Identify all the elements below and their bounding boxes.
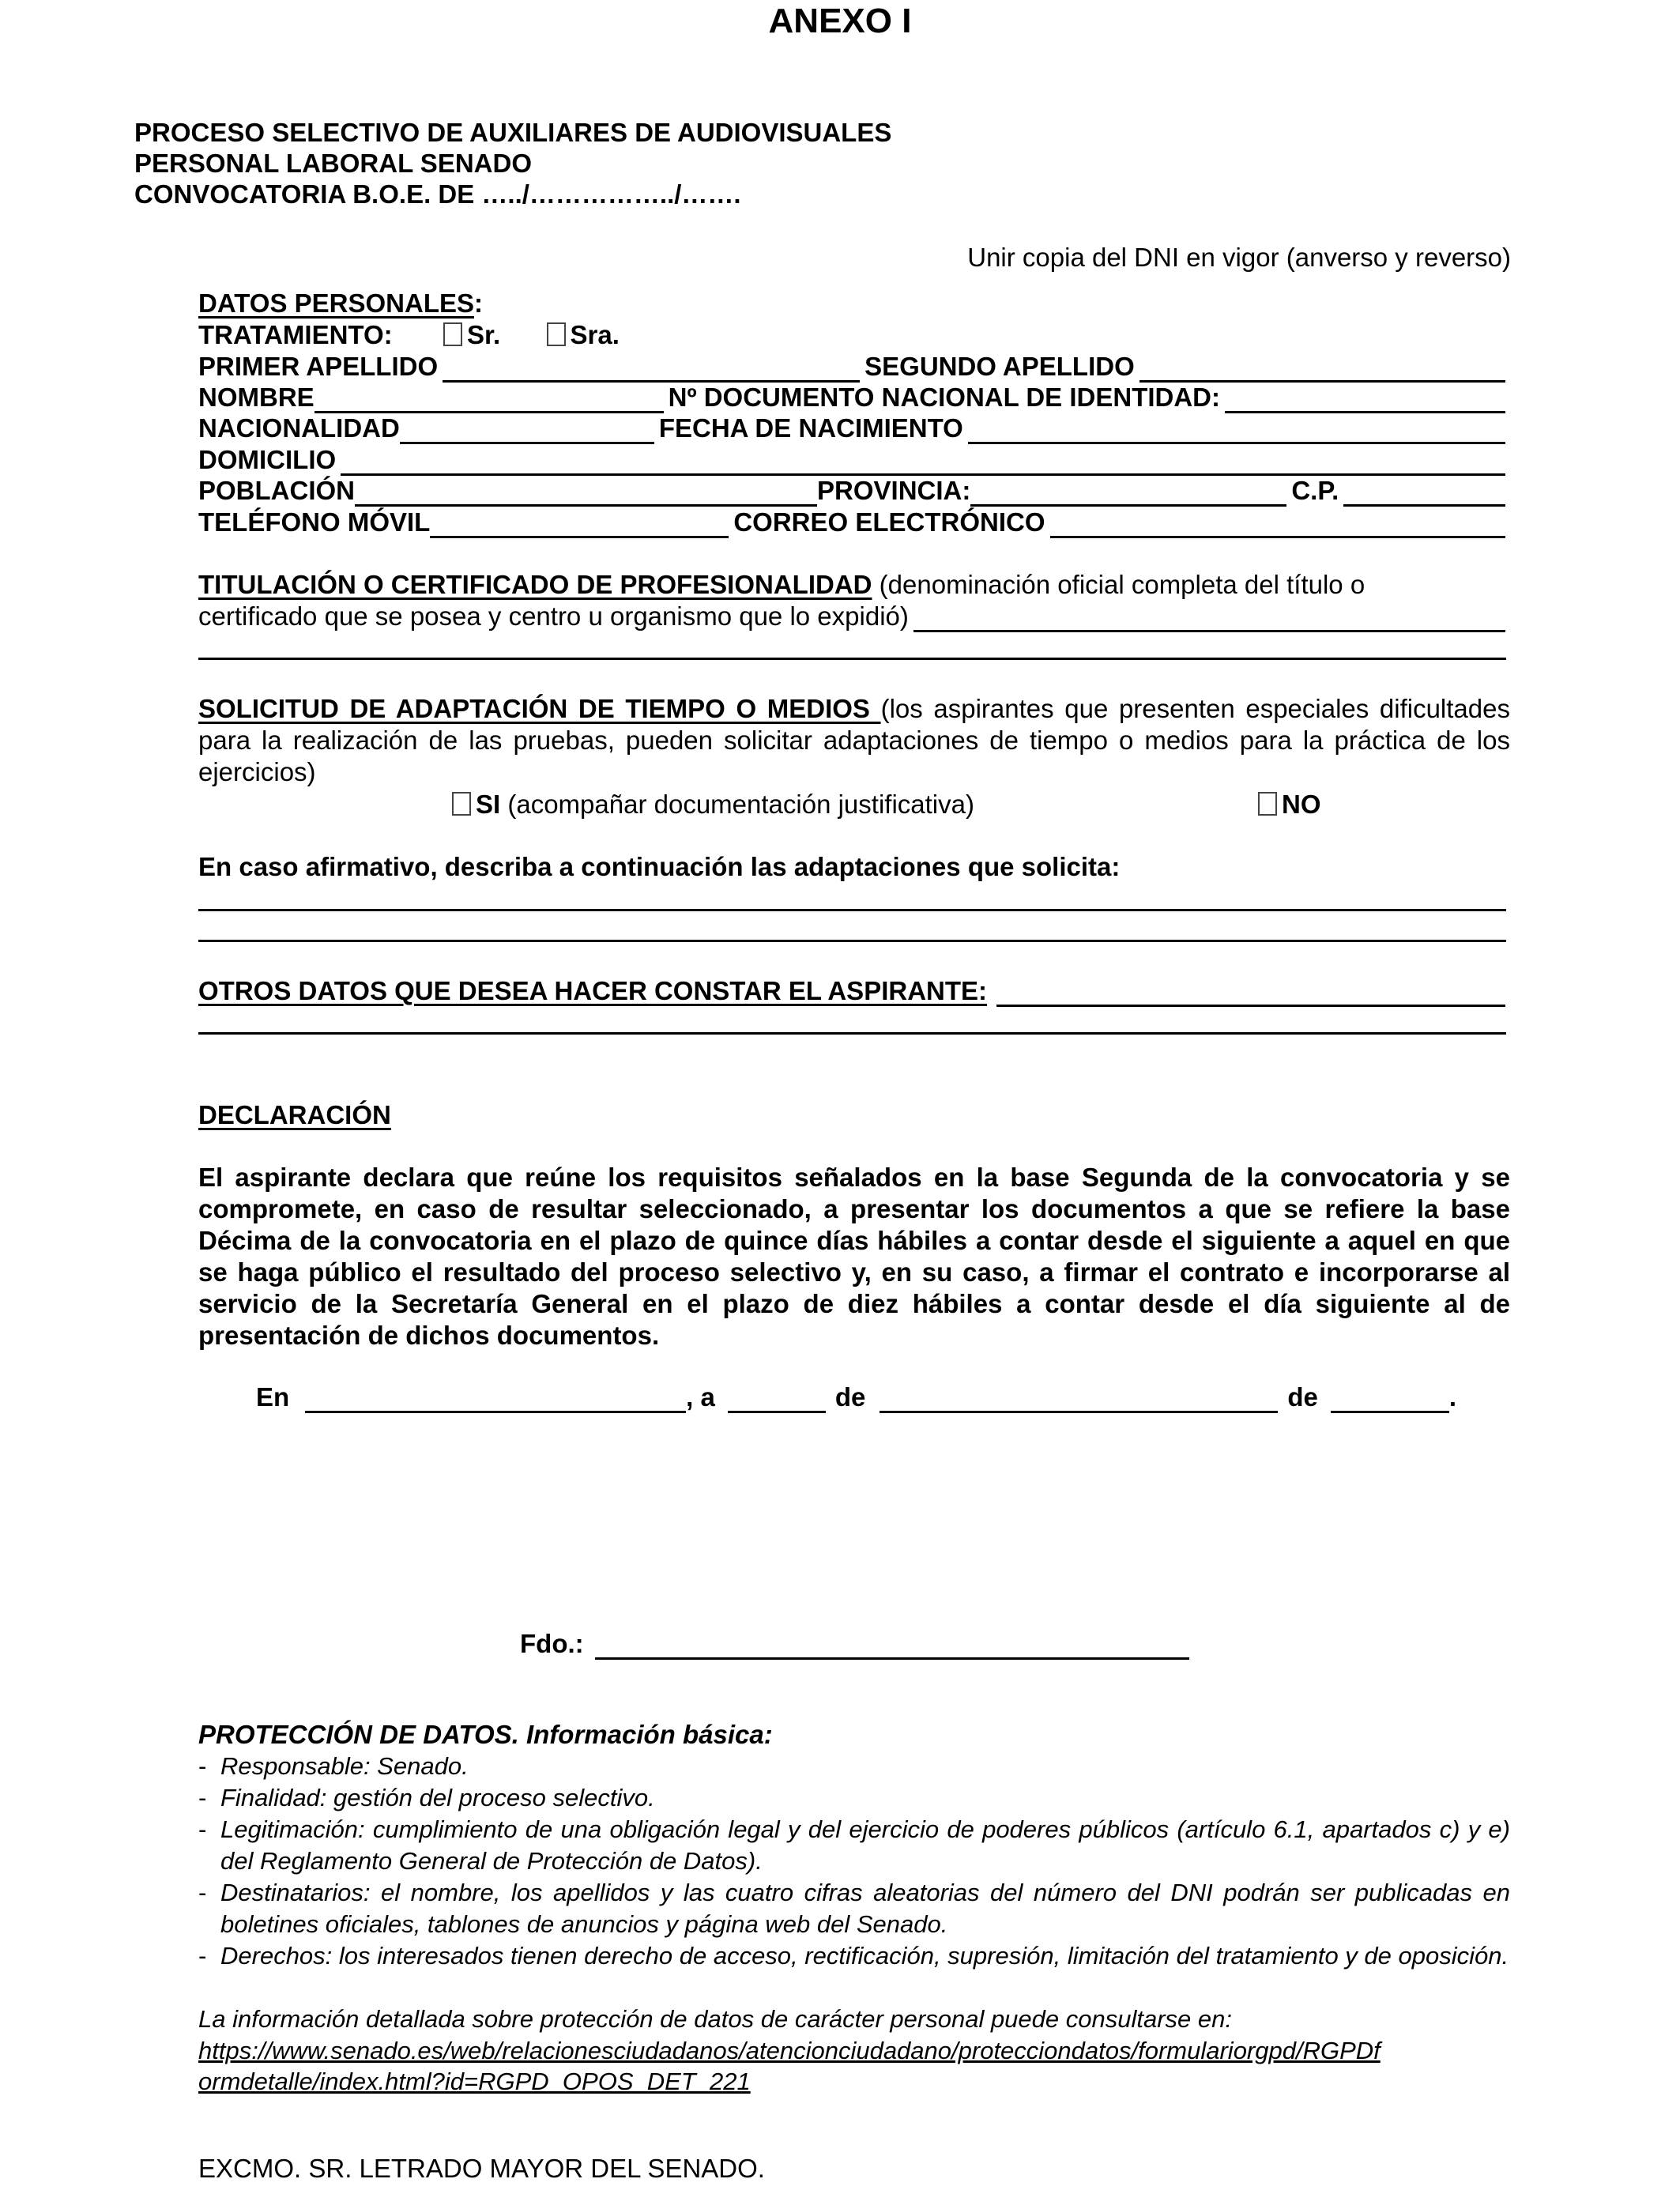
- header-line-2: PERSONAL LABORAL SENADO: [134, 149, 532, 178]
- nacionalidad-label: NACIONALIDAD: [198, 413, 400, 443]
- list-dash: -: [198, 1752, 207, 1780]
- list-dash: -: [198, 1942, 207, 1970]
- titulacion-line-2: [198, 601, 1510, 632]
- poblacion-field[interactable]: [355, 481, 817, 507]
- segundo-apellido-label: SEGUNDO APELLIDO: [864, 352, 1135, 381]
- titulacion-field-line-2[interactable]: [198, 658, 1506, 660]
- otros-field[interactable]: [996, 981, 1505, 1007]
- poblacion-row: [198, 475, 1510, 507]
- apellidos-row: [198, 351, 1510, 383]
- declaracion-heading: DECLARACIÓN: [198, 1100, 391, 1129]
- si-checkbox[interactable]: [452, 792, 471, 816]
- personal-heading-text: DATOS PERSONALES: [198, 288, 474, 318]
- provincia-label: PROVINCIA:: [817, 476, 971, 505]
- nacionalidad-field[interactable]: [400, 418, 654, 444]
- proteccion-heading: PROTECCIÓN DE DATOS. Información básica:: [198, 1720, 773, 1749]
- personal-heading-colon: :: [474, 288, 483, 318]
- list-dash: -: [198, 1815, 207, 1843]
- page-title: ANEXO I: [768, 2, 912, 40]
- day-field[interactable]: [728, 1387, 826, 1413]
- segundo-apellido-field[interactable]: [1139, 356, 1505, 383]
- tratamiento-row: [198, 319, 620, 351]
- si-label: SI: [476, 790, 501, 819]
- declaracion-text: El aspirante declara que reúne los requisitos señalados en la base Segunda de la convocatoria y se compromete, en caso de resultar seleccionado, a presentar los documentos a que se refiere la base Décima de la convocatoria en el plazo de quince días hábiles a contar desde el siguiente a aquel en que se haga público el resultado del proceso selectivo y, en su caso, a firmar el contrato e incorporarse al servicio de la Secretaría General en el plazo de diez hábiles a contar desde el día siguiente al de presentación de dichos documentos.: [198, 1163, 1510, 1350]
- primer-apellido-label: PRIMER APELLIDO: [198, 352, 439, 381]
- no-label: NO: [1282, 790, 1321, 819]
- end-period: .: [1448, 1382, 1457, 1412]
- en-label: En: [256, 1382, 290, 1412]
- fecha-nacimiento-label: FECHA DE NACIMIENTO: [658, 413, 963, 443]
- nacionalidad-row: [198, 413, 1510, 444]
- header-line-1: PROCESO SELECTIVO DE AUXILIARES DE AUDIOVISUALES: [134, 118, 892, 147]
- poblacion-label: POBLACIÓN: [198, 476, 355, 505]
- proteccion-item: [198, 1782, 1510, 1814]
- si-note: (acompañar documentación justificativa): [500, 790, 974, 819]
- tratamiento-label: TRATAMIENTO:: [198, 320, 393, 349]
- sra-label: Sra.: [570, 320, 620, 349]
- primer-apellido-field[interactable]: [443, 356, 860, 383]
- proteccion-item-text: Legitimación: cumplimiento de una obligación legal y del ejercicio de poderes públicos (artículo 6.1, apartados c) y e) del Reglamento General de Protección de Datos).: [220, 1815, 1510, 1875]
- no-checkbox[interactable]: [1258, 792, 1277, 816]
- titulacion-line-1: [198, 569, 1365, 601]
- list-dash: -: [198, 1879, 207, 1906]
- proteccion-url-line-2[interactable]: [198, 2066, 751, 2098]
- telefono-label: TELÉFONO MÓVIL: [198, 507, 431, 537]
- adaptacion-question: En caso afirmativo, describa a continuación las adaptaciones que solicita:: [198, 852, 1121, 881]
- adaptacion-text: (los aspirantes que presenten especiales dificultades para la realización de las pruebas, pueden solicitar adaptaciones de tiempo o medios para la práctica de los ejercicios): [198, 694, 1510, 786]
- proteccion-item: [198, 1751, 1510, 1782]
- adaptacion-no-option: [1258, 789, 1321, 820]
- otros-row: [198, 975, 1510, 1007]
- signature-field[interactable]: [595, 1634, 1189, 1660]
- domicilio-field[interactable]: [341, 450, 1505, 476]
- nombre-field[interactable]: [315, 387, 664, 413]
- cp-field[interactable]: [1343, 481, 1505, 507]
- footer-addressee: EXCMO. SR. LETRADO MAYOR DEL SENADO.: [198, 2154, 765, 2183]
- place-field[interactable]: [305, 1387, 686, 1413]
- titulacion-text-1: (denominación oficial completa del título o: [872, 570, 1365, 599]
- signature-row: [520, 1628, 1194, 1660]
- section-personal-heading: [198, 288, 483, 319]
- proteccion-item-text: Destinatarios: el nombre, los apellidos y las cuatro cifras aleatorias del número del DNI podrán ser publicadas en boletines oficiales, tablones de anuncios y página web del Senado.: [220, 1879, 1510, 1938]
- titulacion-field[interactable]: [913, 606, 1505, 632]
- nombre-label: NOMBRE: [198, 383, 315, 412]
- proteccion-url-line-1[interactable]: [198, 2035, 1381, 2067]
- sra-checkbox[interactable]: [547, 322, 566, 346]
- proteccion-item-text: Finalidad: gestión del proceso selectivo.: [220, 1784, 655, 1811]
- place-date-row: [256, 1382, 1456, 1413]
- adaptacion-field-line-2[interactable]: [198, 940, 1506, 942]
- a-label: , a: [686, 1382, 715, 1412]
- dni-note: Unir copia del DNI en vigor (anverso y reverso): [967, 243, 1511, 272]
- fecha-nacimiento-field[interactable]: [968, 418, 1505, 444]
- correo-field[interactable]: [1050, 512, 1505, 538]
- domicilio-row: [198, 444, 1510, 476]
- adaptacion-field-line-1[interactable]: [198, 909, 1506, 911]
- telefono-row: [198, 507, 1510, 538]
- dni-field[interactable]: [1225, 387, 1505, 413]
- adaptacion-paragraph: [198, 693, 1510, 788]
- de-label-2: de: [1287, 1382, 1318, 1412]
- de-label-1: de: [834, 1382, 866, 1412]
- provincia-field[interactable]: [970, 481, 1286, 507]
- dni-label: Nº DOCUMENTO NACIONAL DE IDENTIDAD:: [668, 383, 1221, 412]
- list-dash: -: [198, 1784, 207, 1811]
- header-line-3: CONVOCATORIA B.O.E. DE …../……………../…….: [134, 179, 741, 209]
- proteccion-url-link-2[interactable]: ormdetalle/index.html?id=RGPD_OPOS_DET_221: [198, 2068, 751, 2095]
- year-field[interactable]: [1331, 1387, 1449, 1413]
- proteccion-url-link-1[interactable]: https://www.senado.es/web/relacionesciudadanos/atencionciudadano/protecciondatos/formulariorgpd/RGPDf: [198, 2037, 1381, 2064]
- fdo-label: Fdo.:: [520, 1629, 584, 1658]
- adaptacion-heading: SOLICITUD DE ADAPTACIÓN DE TIEMPO O MEDIOS: [198, 694, 881, 723]
- titulacion-heading: TITULACIÓN O CERTIFICADO DE PROFESIONALIDAD: [198, 570, 872, 599]
- correo-label: CORREO ELECTRÓNICO: [733, 507, 1045, 537]
- titulacion-text-2: certificado que se posea y centro u organismo que lo expidió): [198, 601, 909, 631]
- cp-label: C.P.: [1291, 476, 1339, 505]
- otros-heading: OTROS DATOS QUE DESEA HACER CONSTAR EL ASPIRANTE:: [198, 976, 988, 1005]
- sr-checkbox[interactable]: [443, 322, 462, 346]
- proteccion-item-text: Responsable: Senado.: [220, 1752, 469, 1780]
- sr-label: Sr.: [466, 320, 501, 349]
- nombre-row: [198, 382, 1510, 413]
- domicilio-label: DOMICILIO: [198, 445, 337, 474]
- otros-field-line-2[interactable]: [198, 1032, 1506, 1035]
- month-field[interactable]: [880, 1387, 1278, 1413]
- telefono-field[interactable]: [430, 512, 729, 538]
- proteccion-item-text: Derechos: los interesados tienen derecho de acceso, rectificación, supresión, limitación del tratamiento y de oposición.: [220, 1942, 1509, 1970]
- proteccion-item: [198, 1940, 1510, 1972]
- adaptacion-si-option: [452, 789, 974, 820]
- proteccion-info: La información detallada sobre protección de datos de carácter personal puede consultarse en:: [198, 2005, 1232, 2033]
- proteccion-item: [198, 1877, 1510, 1940]
- proteccion-item: [198, 1814, 1510, 1877]
